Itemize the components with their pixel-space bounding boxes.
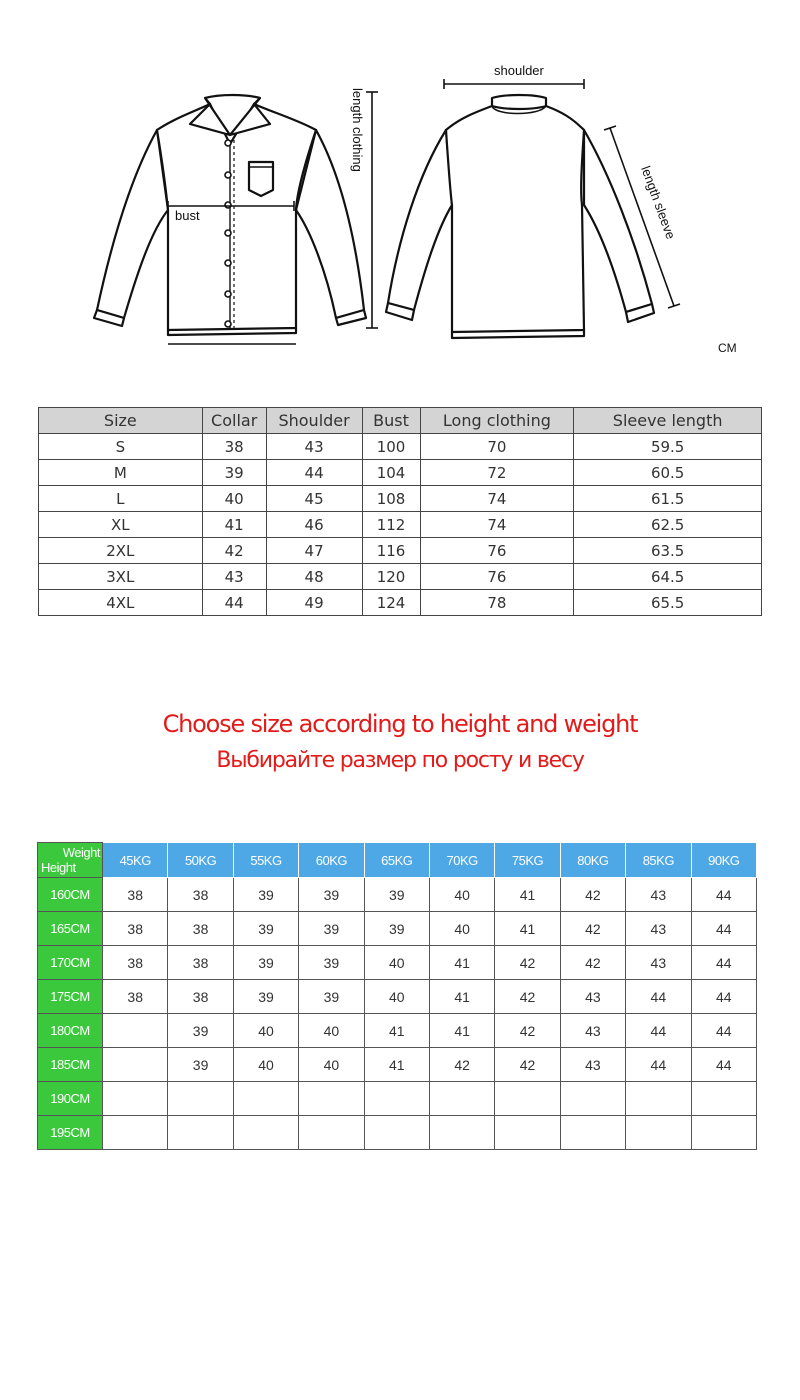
size-value-cell: 41	[364, 1048, 429, 1082]
size-value-cell	[429, 1082, 494, 1116]
height-label-cell: 185CM	[38, 1048, 103, 1082]
size-value-cell: 40	[233, 1048, 298, 1082]
size-value-cell: 44	[691, 912, 756, 946]
size-value-cell: 42	[495, 946, 560, 980]
measurement-cell: 76	[420, 564, 574, 590]
size-value-cell: 41	[429, 980, 494, 1014]
size-value-cell: 44	[626, 1014, 691, 1048]
measurement-cell: 44	[266, 460, 362, 486]
size-value-cell	[495, 1116, 560, 1150]
height-label-cell: 195CM	[38, 1116, 103, 1150]
size-value-cell	[691, 1116, 756, 1150]
size-value-cell: 44	[691, 878, 756, 912]
measurement-cell: 43	[266, 434, 362, 460]
weight-header: 75KG	[495, 843, 560, 878]
size-value-cell: 43	[560, 1048, 625, 1082]
size-value-cell: 44	[691, 980, 756, 1014]
measurement-cell: 100	[362, 434, 420, 460]
size-cell: XL	[39, 512, 203, 538]
shirt-back-drawing	[386, 95, 654, 338]
size-value-cell	[364, 1116, 429, 1150]
size-value-cell: 44	[691, 1014, 756, 1048]
measurement-row	[39, 434, 762, 460]
measurement-cell: 116	[362, 538, 420, 564]
shirt-diagram	[0, 0, 800, 380]
size-value-cell: 41	[495, 878, 560, 912]
height-label-cell: 165CM	[38, 912, 103, 946]
size-cell: L	[39, 486, 203, 512]
size-value-cell: 40	[299, 1014, 364, 1048]
size-value-cell	[299, 1116, 364, 1150]
height-label-cell: 175CM	[38, 980, 103, 1014]
size-chart-row	[38, 912, 757, 946]
measurement-cell: 104	[362, 460, 420, 486]
chart-corner-cell	[38, 843, 103, 878]
size-chart-row	[38, 1048, 757, 1082]
weight-header: 50KG	[168, 843, 233, 878]
size-value-cell: 42	[429, 1048, 494, 1082]
size-value-cell: 43	[560, 1014, 625, 1048]
size-value-cell: 42	[495, 980, 560, 1014]
size-value-cell	[233, 1116, 298, 1150]
measurement-row	[39, 460, 762, 486]
measurement-cell: 74	[420, 486, 574, 512]
measurement-cell: 62.5	[574, 512, 762, 538]
corner-weight-label: Weight	[62, 845, 100, 860]
measurement-cell: 65.5	[574, 590, 762, 616]
measurement-row	[39, 590, 762, 616]
size-value-cell: 40	[429, 912, 494, 946]
size-value-cell: 41	[364, 1014, 429, 1048]
size-chart-row	[38, 1116, 757, 1150]
size-value-cell	[626, 1116, 691, 1150]
size-value-cell	[103, 1082, 168, 1116]
size-value-cell: 38	[103, 878, 168, 912]
size-cell: 3XL	[39, 564, 203, 590]
size-value-cell: 44	[691, 946, 756, 980]
measurement-row	[39, 538, 762, 564]
size-value-cell: 40	[233, 1014, 298, 1048]
measurement-cell: 46	[266, 512, 362, 538]
measurement-cell: 63.5	[574, 538, 762, 564]
size-chart-body	[38, 878, 757, 1150]
measurement-header-row	[39, 408, 762, 434]
measurement-cell: 108	[362, 486, 420, 512]
bust-label: bust	[175, 208, 200, 223]
measurement-cell: 43	[202, 564, 266, 590]
measurement-cell: 61.5	[574, 486, 762, 512]
size-value-cell: 41	[429, 1014, 494, 1048]
size-value-cell: 40	[299, 1048, 364, 1082]
measurement-row	[39, 564, 762, 590]
size-value-cell: 38	[168, 912, 233, 946]
height-label-cell: 190CM	[38, 1082, 103, 1116]
size-chart-row	[38, 1082, 757, 1116]
measurement-column-header: Long clothing	[420, 408, 574, 434]
height-label-cell: 160CM	[38, 878, 103, 912]
measurement-cell: 60.5	[574, 460, 762, 486]
size-value-cell: 38	[168, 878, 233, 912]
size-guide-title-en: Choose size according to height and weight	[162, 710, 638, 738]
measurement-cell: 64.5	[574, 564, 762, 590]
size-value-cell: 39	[168, 1014, 233, 1048]
length-clothing-label: length clothing	[350, 88, 365, 172]
weight-header: 45KG	[103, 843, 168, 878]
measurement-column-header: Shoulder	[266, 408, 362, 434]
size-value-cell: 39	[299, 980, 364, 1014]
size-guide-title-ru: Выбирайте размер по росту и весу	[216, 748, 584, 773]
size-value-cell: 44	[626, 980, 691, 1014]
measurement-cell: 42	[202, 538, 266, 564]
height-weight-size-chart	[37, 842, 757, 1150]
corner-height-label: Height	[41, 860, 76, 875]
height-label-cell: 180CM	[38, 1014, 103, 1048]
measurement-cell: 59.5	[574, 434, 762, 460]
size-value-cell: 39	[299, 946, 364, 980]
size-value-cell: 39	[233, 878, 298, 912]
measurement-row	[39, 512, 762, 538]
height-label-cell: 170CM	[38, 946, 103, 980]
measurement-cell: 41	[202, 512, 266, 538]
size-cell: 2XL	[39, 538, 203, 564]
measurement-cell: 76	[420, 538, 574, 564]
size-value-cell: 42	[560, 912, 625, 946]
size-cell: M	[39, 460, 203, 486]
measurement-cell: 39	[202, 460, 266, 486]
size-chart-row	[38, 980, 757, 1014]
measurement-cell: 40	[202, 486, 266, 512]
measurement-column-header: Collar	[202, 408, 266, 434]
weight-header: 65KG	[364, 843, 429, 878]
measurement-body	[39, 434, 762, 616]
size-value-cell	[429, 1116, 494, 1150]
size-value-cell: 43	[560, 980, 625, 1014]
size-chart-row	[38, 1014, 757, 1048]
measurement-cell: 120	[362, 564, 420, 590]
measurement-cell: 78	[420, 590, 574, 616]
size-value-cell: 39	[233, 980, 298, 1014]
weight-header: 85KG	[626, 843, 691, 878]
size-value-cell: 38	[103, 946, 168, 980]
measurement-cell: 49	[266, 590, 362, 616]
size-cell: S	[39, 434, 203, 460]
weight-header-row	[38, 843, 757, 878]
size-value-cell: 39	[168, 1048, 233, 1082]
size-value-cell: 43	[626, 878, 691, 912]
size-value-cell	[299, 1082, 364, 1116]
measurement-cell: 47	[266, 538, 362, 564]
measurement-cell: 74	[420, 512, 574, 538]
size-value-cell: 38	[103, 912, 168, 946]
size-value-cell: 44	[691, 1048, 756, 1082]
weight-header: 90KG	[691, 843, 756, 878]
weight-header: 60KG	[299, 843, 364, 878]
measurement-column-header: Sleeve length	[574, 408, 762, 434]
measurement-cell: 72	[420, 460, 574, 486]
shoulder-label: shoulder	[494, 63, 544, 78]
size-value-cell	[103, 1116, 168, 1150]
size-value-cell: 44	[626, 1048, 691, 1082]
size-value-cell	[103, 1014, 168, 1048]
size-value-cell: 42	[495, 1048, 560, 1082]
measurement-table	[38, 407, 762, 616]
size-value-cell: 39	[364, 878, 429, 912]
measurement-column-header: Bust	[362, 408, 420, 434]
size-cell: 4XL	[39, 590, 203, 616]
measurement-cell: 48	[266, 564, 362, 590]
size-value-cell	[168, 1082, 233, 1116]
shirt-front-drawing	[94, 95, 366, 335]
size-value-cell: 39	[299, 878, 364, 912]
size-value-cell	[495, 1082, 560, 1116]
size-value-cell: 38	[103, 980, 168, 1014]
size-value-cell: 38	[168, 946, 233, 980]
unit-label: CM	[718, 341, 737, 355]
measurement-cell: 70	[420, 434, 574, 460]
size-value-cell: 39	[299, 912, 364, 946]
measurement-cell: 45	[266, 486, 362, 512]
size-value-cell: 39	[233, 946, 298, 980]
size-value-cell	[364, 1082, 429, 1116]
measurement-cell: 124	[362, 590, 420, 616]
measurement-row	[39, 486, 762, 512]
size-value-cell	[168, 1116, 233, 1150]
size-value-cell: 43	[626, 912, 691, 946]
size-value-cell	[560, 1116, 625, 1150]
size-value-cell	[691, 1082, 756, 1116]
size-value-cell: 39	[233, 912, 298, 946]
weight-header: 55KG	[233, 843, 298, 878]
weight-header: 80KG	[560, 843, 625, 878]
length-sleeve-label: length sleeve	[638, 163, 679, 242]
size-value-cell	[626, 1082, 691, 1116]
measurement-column-header: Size	[39, 408, 203, 434]
size-value-cell: 41	[495, 912, 560, 946]
size-value-cell: 38	[168, 980, 233, 1014]
measurement-cell: 112	[362, 512, 420, 538]
measurement-cell: 44	[202, 590, 266, 616]
size-value-cell: 42	[495, 1014, 560, 1048]
size-value-cell	[560, 1082, 625, 1116]
size-value-cell: 39	[364, 912, 429, 946]
size-value-cell: 42	[560, 878, 625, 912]
size-value-cell: 40	[364, 980, 429, 1014]
size-chart-row	[38, 878, 757, 912]
size-value-cell: 40	[364, 946, 429, 980]
size-value-cell: 43	[626, 946, 691, 980]
measurement-cell: 38	[202, 434, 266, 460]
weight-header: 70KG	[429, 843, 494, 878]
size-value-cell	[103, 1048, 168, 1082]
size-value-cell: 40	[429, 878, 494, 912]
size-value-cell: 41	[429, 946, 494, 980]
size-value-cell	[233, 1082, 298, 1116]
size-value-cell: 42	[560, 946, 625, 980]
size-chart-row	[38, 946, 757, 980]
